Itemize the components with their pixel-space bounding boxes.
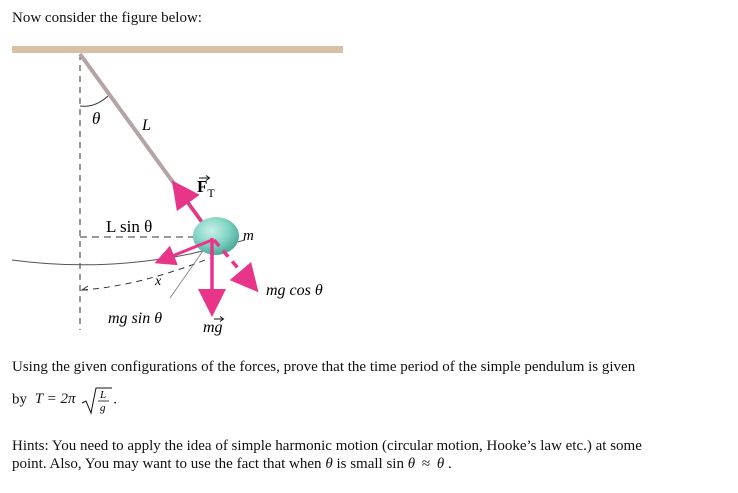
question-line-1: Using the given configurations of the forces, prove that the time period of the simple pendulum is given bbox=[12, 359, 636, 375]
hint-line-2 bbox=[12, 455, 452, 473]
ceiling-bar bbox=[12, 46, 343, 53]
question-line-2 bbox=[12, 385, 117, 415]
hint-theta-arg: θ bbox=[407, 456, 416, 472]
horizontal-offset-label: L sin θ bbox=[106, 217, 153, 236]
displacement-label: x bbox=[155, 274, 162, 289]
weight-label: mg bbox=[203, 319, 223, 336]
hint-theta-result: θ bbox=[436, 456, 445, 472]
formula-denominator: g bbox=[100, 402, 106, 414]
hint-end: . bbox=[447, 456, 452, 472]
pendulum-figure bbox=[0, 40, 380, 350]
angle-label: θ bbox=[92, 109, 101, 128]
question-by: by bbox=[12, 391, 27, 408]
tangential-component-label: mg sin θ bbox=[108, 310, 163, 327]
hint-line-2-text: point. Also, You may want to use the fact that when bbox=[12, 456, 322, 472]
displacement-arc bbox=[82, 258, 210, 290]
period-formula-sqrt bbox=[81, 385, 113, 415]
length-label: L bbox=[142, 117, 151, 134]
angle-arc bbox=[80, 96, 108, 106]
formula-period: . bbox=[113, 391, 117, 408]
formula-numerator: L bbox=[100, 389, 107, 401]
hint-approx: ≈ bbox=[421, 456, 431, 472]
mass-label: m bbox=[243, 228, 254, 244]
intro-text: Now consider the figure below: bbox=[12, 10, 202, 26]
radial-component-label: mg cos θ bbox=[266, 282, 323, 299]
hint-is-small: is small bbox=[336, 456, 383, 472]
pendulum-bob bbox=[193, 217, 239, 255]
period-formula-lhs: T = 2π bbox=[34, 391, 76, 408]
hint-theta: θ bbox=[325, 456, 333, 472]
hint-sin: sin bbox=[386, 456, 404, 472]
hint-line-1: Hints: You need to apply the idea of simple harmonic motion (circular motion, Hooke’s law etc.) at some bbox=[12, 438, 642, 454]
tension-label: $F_T$ bbox=[197, 177, 215, 200]
